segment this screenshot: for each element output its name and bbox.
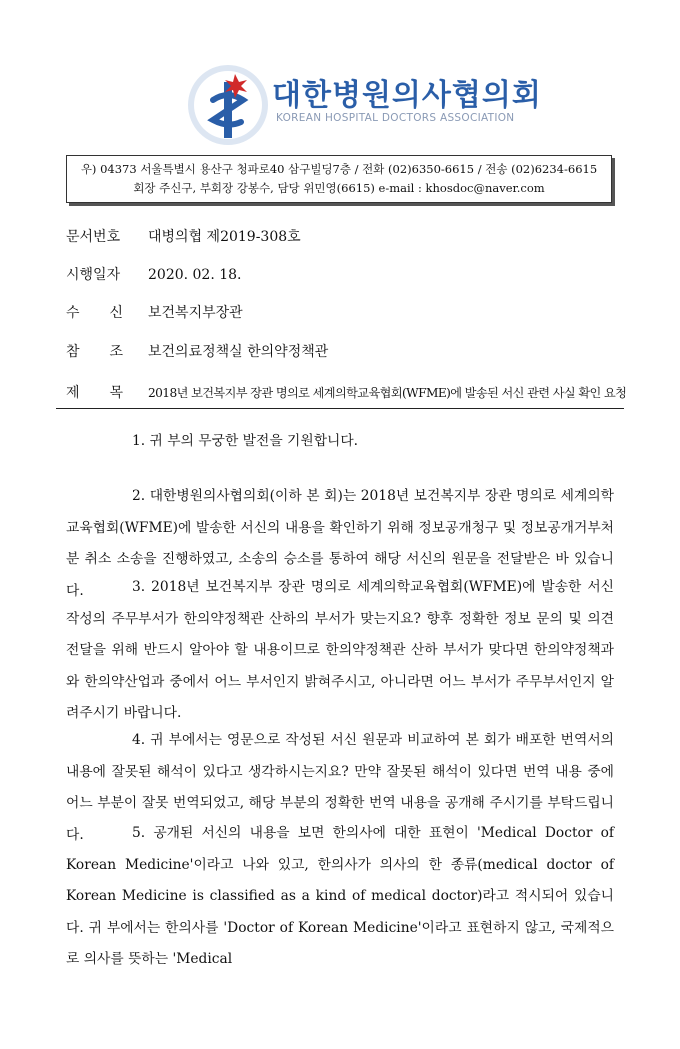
recipient-label xyxy=(66,302,148,322)
paragraph-1-text: 1. 귀 부의 무궁한 발전을 기원합니다. xyxy=(132,433,359,449)
recipient-label-char-2: 신 xyxy=(109,305,124,321)
body-paragraph-5 xyxy=(66,818,614,976)
reference-label-char-1: 참 xyxy=(66,344,80,360)
subject-value: 2018년 보건복지부 장관 명의로 세계의학교육협회(WFME)에 발송된 서신 관련 사실 확인 요청 xyxy=(148,386,627,400)
recipient-row xyxy=(66,302,243,322)
paragraph-2-text: 2. 대한병원의사협의회(이하 본 회)는 2018년 보건복지부 장관 명의로 세계의학교육협회(WFME)에 발송한 서신의 내용을 확인하기 위해 정보공개청구 및 정보공개거부처분 취소 소송을 진행하였고, 소송의 승소를 통하여 해당 서신의 원문을 전달받은 바 있습니다. xyxy=(66,488,614,599)
date-label: 시행일자 xyxy=(66,267,121,283)
contact-address-line: 우) 04373 서울특별시 용산구 청파로40 삼구빌딩7층 / 전화 (02)6350-6615 / 전송 (02)6234-6615 xyxy=(80,162,598,176)
org-name-english: KOREAN HOSPITAL DOCTORS ASSOCIATION xyxy=(276,112,515,124)
recipient-label-char-1: 수 xyxy=(66,305,80,321)
contact-box xyxy=(66,155,612,203)
org-name: 대한병원의사협의회 xyxy=(272,78,542,113)
paragraph-5-text: 5. 공개된 서신의 내용을 보면 한의사에 대한 표현이 'Medical Doctor of Korean Medicine'이라고 나와 있고, 한의사가 의사의 한 종류(medical doctor of Korean Medicine is classified as a kind of medical doctor)라고 적시되어 있습니다. 귀 부에서는 한의사를 'Doctor of Korean Medicine'이라고 표현하지 않고, 국제적으로 의사를 뜻하는 'Medical xyxy=(66,825,614,967)
reference-row xyxy=(66,341,328,361)
recipient-value: 보건복지부장관 xyxy=(148,305,243,321)
body-paragraph-3 xyxy=(66,572,614,730)
body-paragraph-1 xyxy=(66,426,614,458)
subject-label-char-1: 제 xyxy=(66,385,80,401)
reference-value: 보건의료정책실 한의약정책관 xyxy=(148,344,329,360)
doc-number-label: 문서번호 xyxy=(66,229,121,245)
reference-label-char-2: 조 xyxy=(109,344,124,360)
doc-number-value: 대병의협 제2019-308호 xyxy=(148,229,301,245)
date-value: 2020. 02. 18. xyxy=(148,267,242,283)
contact-staff-line: 회장 주신구, 부회장 강봉수, 담당 위민영(6615) e-mail : khosdoc@naver.com xyxy=(133,181,545,195)
subject-divider xyxy=(56,408,624,409)
doc-number-row xyxy=(66,226,301,246)
date-row xyxy=(66,264,242,284)
paragraph-3-text: 3. 2018년 보건복지부 장관 명의로 세계의학교육협회(WFME)에 발송한 서신 작성의 주무부서가 한의약정책관 산하의 부서가 맞는지요? 향후 정확한 정보 문의 및 의견 전달을 위해 반드시 알아야 할 내용이므로 한의약정책관 산하 부서가 맞다면 한의약정책과와 한의약산업과 중에서 어느 부서인지 밝혀주시고, 아니라면 어느 부서가 주무부서인지 알려주시기 바랍니다. xyxy=(66,579,614,721)
subject-label xyxy=(66,382,148,402)
subject-row xyxy=(66,382,626,402)
caduceus-logo-icon xyxy=(183,60,273,150)
reference-label xyxy=(66,341,148,361)
subject-label-char-2: 목 xyxy=(109,385,124,401)
paragraph-4-text: 4. 귀 부에서는 영문으로 작성된 서신 원문과 비교하여 본 회가 배포한 번역서의 내용에 잘못된 해석이 있다고 생각하시는지요? 만약 잘못된 해석이 있다면 번역 내용 중에 어느 부분이 잘못 번역되었고, 해당 부분의 정확한 번역 내용을 공개해 주시기를 부탁드립니다. xyxy=(66,732,614,843)
letterhead xyxy=(0,52,680,142)
